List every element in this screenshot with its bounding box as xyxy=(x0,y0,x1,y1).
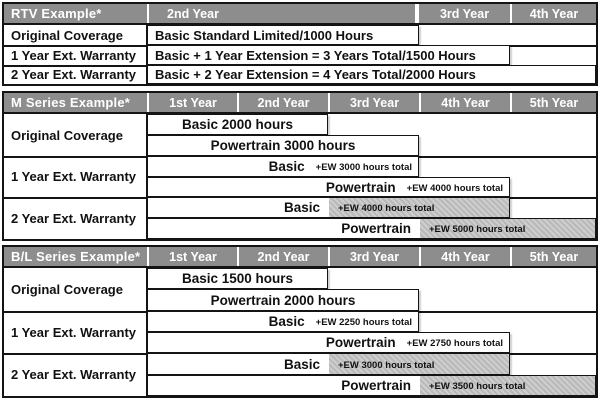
base-coverage-segment xyxy=(148,219,420,238)
coverage-bar-label: Basic xyxy=(283,356,320,372)
extension-shade-segment xyxy=(420,376,595,395)
base-coverage-segment xyxy=(148,376,420,395)
row-label-original-coverage xyxy=(4,114,146,156)
bl-series-table-header xyxy=(4,247,596,268)
coverage-bar-2yr-extension xyxy=(147,65,596,84)
ew-hours-note: +EW 3500 hours total xyxy=(429,381,526,392)
year-header-2nd: 2nd Year xyxy=(167,6,219,21)
year-header-5th: 5th Year xyxy=(529,249,579,264)
rtv-table-title: RTV Example* xyxy=(11,6,102,21)
year-header-1st: 1st Year xyxy=(169,95,217,110)
row-label-2yr-ext xyxy=(4,353,146,396)
ew-hours-note: +EW 4000 hours total xyxy=(338,203,435,214)
coverage-bar-powertrain-2yr-ew xyxy=(147,218,596,239)
row-label-text: 1 Year Ext. Warranty xyxy=(11,324,137,340)
coverage-bar-label: Basic xyxy=(283,200,320,215)
coverage-bar-basic-1yr-ew xyxy=(147,156,419,177)
base-coverage-segment xyxy=(148,354,329,374)
extension-shade-segment xyxy=(329,198,509,217)
coverage-bar-label: Basic 2000 hours xyxy=(181,117,294,132)
row-label-original-coverage xyxy=(4,268,146,311)
coverage-bar-label: Basic Standard Limited/1000 Hours xyxy=(155,27,374,43)
m-series-table-header xyxy=(4,93,596,114)
row-label-text: Original Coverage xyxy=(11,282,123,297)
coverage-bar-basic xyxy=(147,114,328,135)
row-label-2yr-ext xyxy=(4,197,146,239)
row-label-1yr-ext xyxy=(4,45,146,65)
coverage-bar-label: Basic 1500 hours xyxy=(181,271,294,286)
row-label-text: Original Coverage xyxy=(11,27,123,43)
coverage-bar-label-group xyxy=(148,157,418,176)
base-coverage-segment xyxy=(148,198,329,217)
coverage-bar-label: Basic + 1 Year Extension = 3 Years Total/1500 Hours xyxy=(155,47,476,63)
row-label-2yr-ext xyxy=(4,65,146,84)
bl-series-example-table xyxy=(2,245,598,398)
ew-hours-note: +EW 3000 hours total xyxy=(338,359,435,371)
coverage-bar-label: Powertrain xyxy=(341,378,411,393)
coverage-bar-label-group xyxy=(148,312,418,331)
year-header-4th: 4th Year xyxy=(529,6,579,21)
coverage-bar-basic-standard xyxy=(147,25,419,45)
year-header-3rd: 3rd Year xyxy=(349,249,400,264)
coverage-bar-basic-1yr-ew xyxy=(147,311,419,332)
coverage-bar-basic xyxy=(147,268,328,289)
row-label-text: 1 Year Ext. Warranty xyxy=(11,169,137,184)
coverage-bar-label: Powertrain 2000 hours xyxy=(210,292,356,308)
year-header-2nd: 2nd Year xyxy=(257,95,310,110)
m-series-table-title: M Series Example* xyxy=(11,95,131,110)
ew-hours-note: +EW 4000 hours total xyxy=(406,182,503,194)
row-label-text: 1 Year Ext. Warranty xyxy=(11,47,137,63)
extension-shade-segment xyxy=(329,354,509,374)
row-label-1yr-ext xyxy=(4,156,146,197)
row-label-text: 2 Year Ext. Warranty xyxy=(11,210,137,226)
extension-shade-segment xyxy=(420,219,595,238)
row-label-text: 2 Year Ext. Warranty xyxy=(11,67,137,82)
coverage-bar-powertrain-2yr-ew xyxy=(147,375,596,396)
coverage-bar-label: Powertrain 3000 hours xyxy=(210,138,356,153)
bl-series-table-title: B/L Series Example* xyxy=(11,249,141,264)
coverage-bar-powertrain-1yr-ew xyxy=(147,177,510,197)
coverage-bar-1yr-extension xyxy=(147,45,510,65)
year-header-3rd: 3rd Year xyxy=(349,95,400,110)
row-label-1yr-ext xyxy=(4,311,146,353)
row-label-text: Original Coverage xyxy=(11,127,123,143)
rtv-example-table xyxy=(2,2,598,86)
rtv-table-header xyxy=(4,4,596,25)
coverage-bar-label: Basic xyxy=(268,314,305,329)
year-header-2nd: 2nd Year xyxy=(257,249,310,264)
ew-hours-note: +EW 2250 hours total xyxy=(315,317,412,328)
coverage-bar-powertrain xyxy=(147,289,419,311)
coverage-bar-label: Powertrain xyxy=(325,335,396,350)
year-header-1st: 1st Year xyxy=(169,249,217,264)
ew-hours-note: +EW 3000 hours total xyxy=(315,162,412,173)
year-header-5th: 5th Year xyxy=(529,95,579,110)
year-header-3rd: 3rd Year xyxy=(439,6,490,21)
row-label-original-coverage xyxy=(4,25,146,45)
year-header-4th: 4th Year xyxy=(441,95,490,110)
m-series-example-table xyxy=(2,91,598,241)
coverage-bar-label: Basic + 2 Year Extension = 4 Years Total/2000 Hours xyxy=(155,67,476,82)
coverage-bar-basic-2yr-ew xyxy=(147,353,510,375)
year-header-4th: 4th Year xyxy=(441,249,490,264)
coverage-bar-label-group xyxy=(148,178,509,196)
coverage-bar-label: Powertrain xyxy=(341,221,411,236)
coverage-bar-label: Powertrain xyxy=(325,179,396,195)
coverage-bar-basic-2yr-ew xyxy=(147,197,510,218)
ew-hours-note: +EW 2750 hours total xyxy=(406,338,503,349)
coverage-bar-powertrain-1yr-ew xyxy=(147,332,510,353)
row-label-text: 2 Year Ext. Warranty xyxy=(11,367,137,382)
ew-hours-note: +EW 5000 hours total xyxy=(429,224,526,235)
coverage-bar-label: Basic xyxy=(268,159,305,174)
coverage-bar-label-group xyxy=(148,333,509,352)
coverage-bar-powertrain xyxy=(147,135,419,156)
